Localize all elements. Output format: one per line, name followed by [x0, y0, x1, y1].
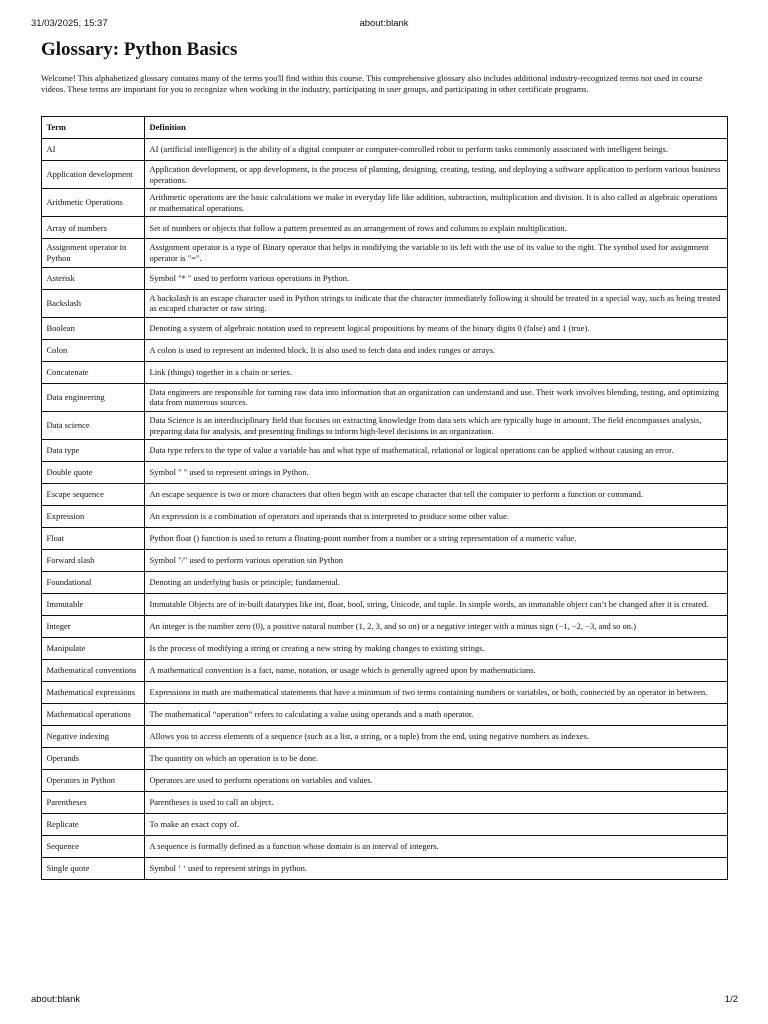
term-cell: Manipulate [42, 638, 145, 660]
term-cell: Float [42, 528, 145, 550]
term-cell: Data type [42, 440, 145, 462]
definition-cell: A colon is used to represent an indented block. It is also used to fetch data and index ranges or arrays. [145, 339, 728, 361]
glossary-table [41, 116, 728, 880]
definition-cell: Arithmetic operations are the basic calculations we make in everyday life like addition, subtraction, multiplication and division. It is also called as algebraic operations or mathematical operations. [145, 189, 728, 217]
definition-cell: Data Science is an interdisciplinary field that focuses on extracting knowledge from data sets which are typically huge in amount. The field encompasses analysis, preparing data for analysis, and presenting findings to inform high-level decisions in an organization. [145, 411, 728, 439]
term-cell: Foundational [42, 572, 145, 594]
term-cell: Integer [42, 616, 145, 638]
table-row [42, 748, 728, 770]
table-row [42, 770, 728, 792]
term-cell: Double quote [42, 462, 145, 484]
definition-cell: AI (artificial intelligence) is the ability of a digital computer or computer-controlled robot to perform tasks commonly associated with intelligent beings. [145, 139, 728, 161]
table-row [42, 594, 728, 616]
table-row [42, 528, 728, 550]
definition-cell: Denoting an underlying basis or principle; fundamental. [145, 572, 728, 594]
table-row [42, 836, 728, 858]
intro-paragraph: Welcome! This alphabetized glossary contains many of the terms you'll find within this course. This comprehensive glossary also includes additional industry-recognized terms not used in course videos. These terms are important for you to recognize when working in the industry, participating in user groups, and participating in other certificate programs. [41, 73, 703, 94]
print-footer [0, 993, 768, 1007]
table-row [42, 858, 728, 880]
table-row [42, 484, 728, 506]
term-cell: Negative indexing [42, 726, 145, 748]
table-row [42, 361, 728, 383]
definition-cell: A mathematical convention is a fact, name, notation, or usage which is generally agreed upon by mathematicians. [145, 660, 728, 682]
table-header-row [42, 117, 728, 139]
table-row [42, 161, 728, 189]
definition-cell: Data type refers to the type of value a variable has and what type of mathematical, relational or logical operations can be applied without causing an error. [145, 440, 728, 462]
definition-cell: Parentheses is used to call an object. [145, 792, 728, 814]
term-column-header: Term [42, 117, 145, 139]
table-row [42, 660, 728, 682]
term-cell: Operands [42, 748, 145, 770]
glossary-body [42, 139, 728, 880]
definition-cell: Operators are used to perform operations on variables and values. [145, 770, 728, 792]
table-row [42, 189, 728, 217]
term-cell: Array of numbers [42, 217, 145, 239]
table-row [42, 267, 728, 289]
table-row [42, 572, 728, 594]
definition-cell: Symbol "* " used to perform various operations in Python. [145, 267, 728, 289]
term-cell: Assignment operator in Python [42, 239, 145, 267]
term-cell: Backslash [42, 289, 145, 317]
print-url: about:blank [359, 18, 409, 29]
print-header [0, 17, 768, 31]
definition-cell: The mathematical “operation” refers to calculating a value using operands and a math operator. [145, 704, 728, 726]
table-row [42, 704, 728, 726]
table-row [42, 638, 728, 660]
page-number: 1/2 [724, 994, 738, 1005]
table-row [42, 682, 728, 704]
table-row [42, 440, 728, 462]
term-cell: Concatenate [42, 361, 145, 383]
table-row [42, 239, 728, 267]
term-cell: Asterisk [42, 267, 145, 289]
definition-cell: Allows you to access elements of a sequence (such as a list, a string, or a tuple) from the end, using negative numbers as indexes. [145, 726, 728, 748]
table-row [42, 616, 728, 638]
definition-cell: Application development, or app development, is the process of planning, designing, creating, testing, and deploying a software application to perform various business operations. [145, 161, 728, 189]
print-datetime: 31/03/2025, 15:37 [31, 18, 108, 29]
table-row [42, 792, 728, 814]
table-row [42, 317, 728, 339]
term-cell: Mathematical conventions [42, 660, 145, 682]
term-cell: Operators in Python [42, 770, 145, 792]
term-cell: Escape sequence [42, 484, 145, 506]
term-cell: Boolean [42, 317, 145, 339]
term-cell: Application development [42, 161, 145, 189]
definition-cell: Set of numbers or objects that follow a pattern presented as an arrangement of rows and columns to explain multiplication. [145, 217, 728, 239]
definition-cell: Link (things) together in a chain or series. [145, 361, 728, 383]
term-cell: AI [42, 139, 145, 161]
term-cell: Immutable [42, 594, 145, 616]
definition-cell: Python float () function is used to return a floating-point number from a number or a string representation of a numeric value. [145, 528, 728, 550]
table-row [42, 506, 728, 528]
footer-url: about:blank [31, 994, 81, 1005]
table-row [42, 139, 728, 161]
term-cell: Mathematical operations [42, 704, 145, 726]
definition-cell: Symbol " " used to represent strings in Python. [145, 462, 728, 484]
definition-cell: Expressions in math are mathematical statements that have a minimum of two terms containing numbers or variables, or both, connected by an operator in between. [145, 682, 728, 704]
definition-cell: A sequence is formally defined as a function whose domain is an interval of integers. [145, 836, 728, 858]
table-row [42, 726, 728, 748]
definition-cell: To make an exact copy of. [145, 814, 728, 836]
definition-cell: Assignment operator is a type of Binary operator that helps in modifying the variable to its left with the use of its value to the right. The symbol used for assignment operator is "=". [145, 239, 728, 267]
table-row [42, 383, 728, 411]
table-row [42, 411, 728, 439]
definition-cell: Symbol ‘ ‘ used to represent strings in python. [145, 858, 728, 880]
definition-cell: An integer is the number zero (0), a positive natural number (1, 2, 3, and so on) or a negative integer with a minus sign (−1, −2, −3, and so on.) [145, 616, 728, 638]
table-row [42, 814, 728, 836]
definition-cell: Immutable Objects are of in-built datatypes like int, float, bool, string, Unicode, and tuple. In simple words, an immutable object can’t be changed after it is created. [145, 594, 728, 616]
page-title: Glossary: Python Basics [41, 39, 238, 60]
definition-cell: Symbol "/" used to perform various operation sin Python [145, 550, 728, 572]
definition-cell: A backslash is an escape character used in Python strings to indicate that the character immediately following it should be treated in a special way, such as being treated as escaped character or raw string. [145, 289, 728, 317]
term-cell: Data science [42, 411, 145, 439]
table-row [42, 462, 728, 484]
table-row [42, 550, 728, 572]
term-cell: Data engineering [42, 383, 145, 411]
definition-cell: Denoting a system of algebraic notation used to represent logical propositions by means of the binary digits 0 (false) and 1 (true). [145, 317, 728, 339]
term-cell: Replicate [42, 814, 145, 836]
definition-column-header: Definition [145, 117, 728, 139]
term-cell: Forward slash [42, 550, 145, 572]
term-cell: Mathematical expressions [42, 682, 145, 704]
term-cell: Single quote [42, 858, 145, 880]
term-cell: Parentheses [42, 792, 145, 814]
term-cell: Colon [42, 339, 145, 361]
definition-cell: The quantity on which an operation is to be done. [145, 748, 728, 770]
definition-cell: An escape sequence is two or more characters that often begin with an escape character that tell the computer to perform a function or command. [145, 484, 728, 506]
definition-cell: Data engineers are responsible for turning raw data into information that an organization can understand and use. Their work involves blending, testing, and optimizing data from numerous sources. [145, 383, 728, 411]
table-row [42, 289, 728, 317]
definition-cell: An expression is a combination of operators and operands that is interpreted to produce some other value. [145, 506, 728, 528]
term-cell: Arithmetic Operations [42, 189, 145, 217]
table-row [42, 217, 728, 239]
term-cell: Expression [42, 506, 145, 528]
table-row [42, 339, 728, 361]
definition-cell: Is the process of modifying a string or creating a new string by making changes to existing strings. [145, 638, 728, 660]
term-cell: Sequence [42, 836, 145, 858]
